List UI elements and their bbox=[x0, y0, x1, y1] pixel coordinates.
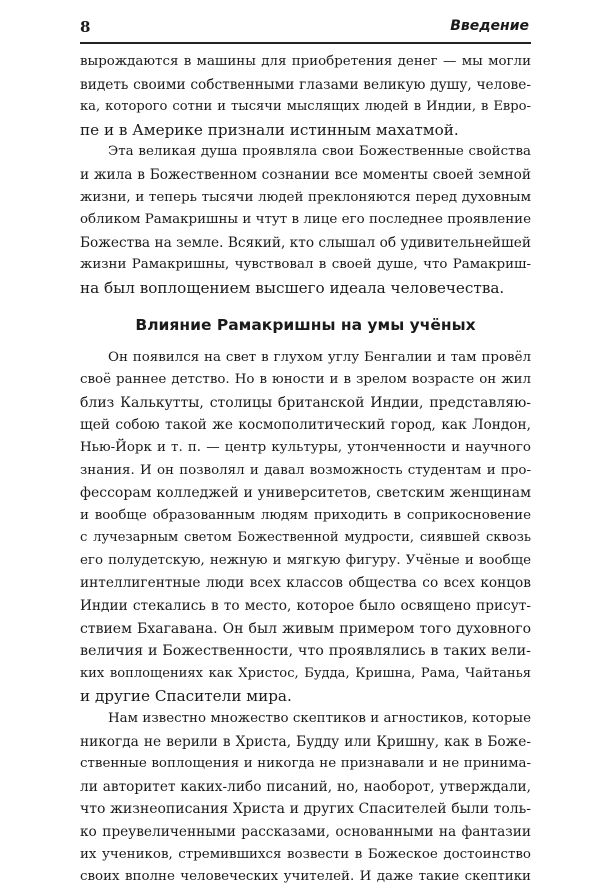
text-line: величия и Божественности, что проявлялись в таких вели- bbox=[80, 643, 531, 660]
text-line: щей собою такой же космополитический город, как Лондон, bbox=[80, 417, 531, 434]
text-line: близ Калькутты, столицы британской Индии, представляю- bbox=[80, 394, 531, 411]
page-number: 8 bbox=[80, 18, 91, 36]
running-header bbox=[80, 14, 531, 42]
text-line: ко преувеличенными рассказами, основанными на фантазии bbox=[80, 824, 531, 840]
text-line: ких воплощениях как Христос, Будда, Кришна, Рама, Чайтанья bbox=[80, 665, 531, 681]
paragraph-2 bbox=[80, 141, 531, 299]
text-line: с лучезарным светом Божественной мудрости, сиявшей сквозь bbox=[80, 530, 531, 546]
text-line: Он появился на свет в глухом углу Бенгалии и там провёл bbox=[108, 349, 531, 365]
paragraph-1 bbox=[80, 51, 531, 141]
text-line: ствием Бхагавана. Он был живым примером того духовного bbox=[80, 620, 531, 637]
text-line: видеть своими собственными глазами великую душу, челове- bbox=[80, 76, 531, 93]
text-line: знания. И он позволял и давал возможность студентам и про- bbox=[80, 462, 531, 478]
text-line: ли авторитет каких-либо писаний, но, наоборот, утверждали, bbox=[80, 778, 531, 795]
text-line: и другие Спасители мира. bbox=[80, 687, 292, 706]
text-line: что жизнеописания Христа и других Спасителей были толь- bbox=[80, 801, 531, 818]
text-line: ка, которого сотни и тысячи мыслящих людей в Индии, в Евро- bbox=[80, 99, 531, 115]
text-line: жизни Рамакришны, чувствовал в своей душе, что Рамакриш- bbox=[80, 257, 531, 273]
text-line: вырождаются в машины для приобретения денег — мы могли bbox=[80, 54, 531, 69]
text-line: и вообще образованным людям приходить в соприкосновение bbox=[80, 507, 531, 523]
header-rule bbox=[80, 42, 531, 44]
text-line: Индии стекались в то место, которое было освящено присут- bbox=[80, 598, 531, 615]
text-line: ственные воплощения и никогда не признавали и не принима- bbox=[80, 756, 531, 772]
text-line: Эта великая душа проявляла свои Божественные свойства bbox=[108, 144, 531, 160]
text-line: на был воплощением высшего идеала человечества. bbox=[80, 278, 505, 297]
text-line: Нью-Йорк и т. п. — центр культуры, утонченности и научного bbox=[80, 439, 531, 455]
text-line: никогда не верили в Христа, Будду или Кришну, как в Боже- bbox=[80, 733, 531, 750]
text-line: их учеников, стремившихся возвести в Божеское достоинство bbox=[80, 846, 531, 862]
text-line: Божества на земле. Всякий, кто слышал об удивительнейшей bbox=[80, 234, 531, 251]
chapter-heading: Влияние Рамакришны на умы учёных bbox=[135, 315, 476, 334]
text-line: его полудетскую, нежную и мягкую фигуру. Учёные и вообще bbox=[80, 552, 531, 568]
paragraph-3 bbox=[80, 347, 531, 709]
text-line: обликом Рамакришны и чтут в лице его последнее проявление bbox=[80, 212, 531, 228]
text-line: и жила в Божественном сознании все моменты своей земной bbox=[80, 166, 531, 183]
running-section-title: Введение bbox=[450, 18, 529, 34]
text-line: фессорам колледжей и университетов, светским женщинам bbox=[80, 485, 531, 502]
text-line: пе и в Америке признали истинным махатмой. bbox=[80, 120, 459, 139]
text-line: Нам известно множество скептиков и агностиков, которые bbox=[108, 711, 531, 727]
text-line: своих вполне человеческих учителей. И даже такие скептики bbox=[80, 869, 531, 885]
text-line: своё раннее детство. Но в юности и в зрелом возрасте он жил bbox=[80, 372, 531, 388]
body-text bbox=[80, 51, 531, 889]
text-line: интеллигентные люди всех классов общества со всех концов bbox=[80, 575, 531, 592]
text-line: жизни, и теперь тысячи людей преклоняются перед духовным bbox=[80, 189, 531, 205]
paragraph-4 bbox=[80, 708, 531, 889]
